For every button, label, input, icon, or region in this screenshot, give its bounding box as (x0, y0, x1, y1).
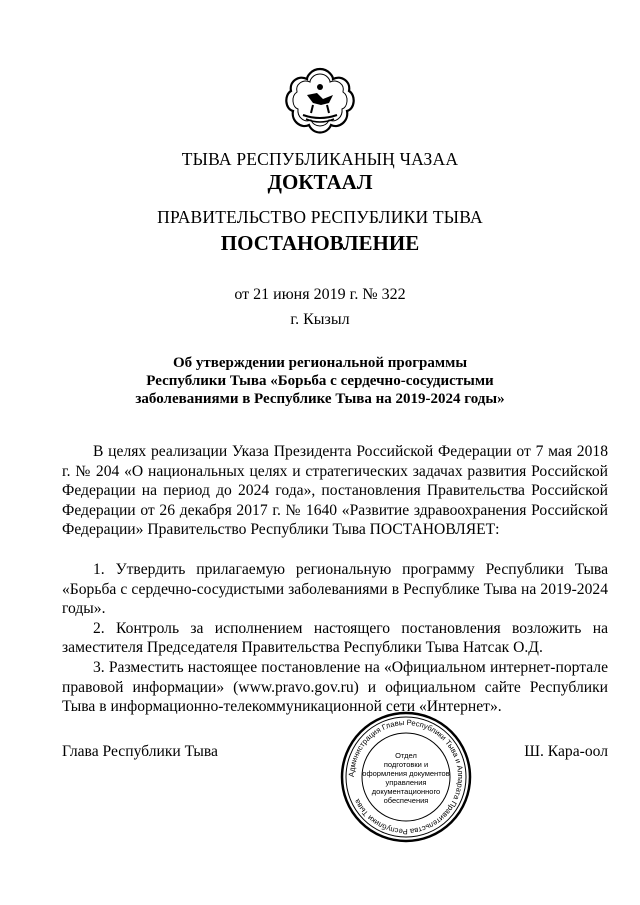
signatory-position: Глава Республики Тыва (62, 743, 218, 760)
official-stamp (339, 710, 473, 844)
signatory-name: Ш. Кара-оол (524, 743, 608, 760)
document-type: ПОСТАНОВЛЕНИЕ (220, 231, 420, 255)
tyva-government-line: ТЫВА РЕСПУБЛИКАНЫҢ ЧАЗАА (181, 149, 459, 169)
stamp-center-line: подготовки и (383, 760, 429, 769)
title-line: заболеваниями в Республике Тыва на 2019-2024 годы» (135, 391, 505, 407)
resolution-item-1: 1. Утвердить прилагаемую региональную программу Республики Тыва «Борьба с сердечно-сосудистыми заболеваниями в Республике Тыва на 2019-2024 годы». (62, 560, 608, 618)
stamp-center-line: управления (385, 778, 427, 787)
title-line: Об утверждении региональной программы (172, 355, 468, 371)
document-date-number: от 21 июня 2019 г. № 322 (234, 286, 406, 303)
stamp-center-line: обеспечения (383, 796, 429, 805)
resolution-item-2: 2. Контроль за исполнением настоящего постановления возложить на заместителя Председателя Правительства Республики Тыва Натсак О.Д. (62, 619, 608, 657)
document-city: г. Кызыл (290, 311, 350, 328)
coat-of-arms-emblem (283, 65, 357, 139)
stamp-ring-text: Администрация Главы Республики Тыва и Аппарата Правительства Республики Тыва (346, 717, 466, 837)
title-line: Республики Тыва «Борьба с сердечно-сосудистыми (146, 373, 494, 389)
resolution-item-3: 3. Разместить настоящее постановление на «Официальном интернет-портале правовой информации» (www.pravo.gov.ru) и официальном сайте Республики Тыва в информационно-телекоммуникационной сети «Интернет». (62, 658, 608, 716)
stamp-center-line: документационного (371, 787, 441, 796)
document-title (90, 354, 550, 408)
government-line: ПРАВИТЕЛЬСТВО РЕСПУБЛИКИ ТЫВА (157, 207, 483, 227)
preamble-paragraph: В целях реализации Указа Президента Российской Федерации от 7 мая 2018 г. № 204 «О национальных целях и стратегических задачах развития Российской Федерации на период до 2024 года», постановления Правительства Российской Федерации от 26 декабря 2017 г. № 1640 «Развитие здравоохранения Российской Федерации» Правительство Республики Тыва ПОСТАНОВЛЯЕТ: (62, 443, 608, 539)
stamp-center-line: Отдел (395, 751, 417, 760)
stamp-center-line: оформления документов (362, 769, 450, 778)
document-body (62, 442, 608, 717)
tyva-document-type: ДОКТААЛ (267, 170, 373, 194)
